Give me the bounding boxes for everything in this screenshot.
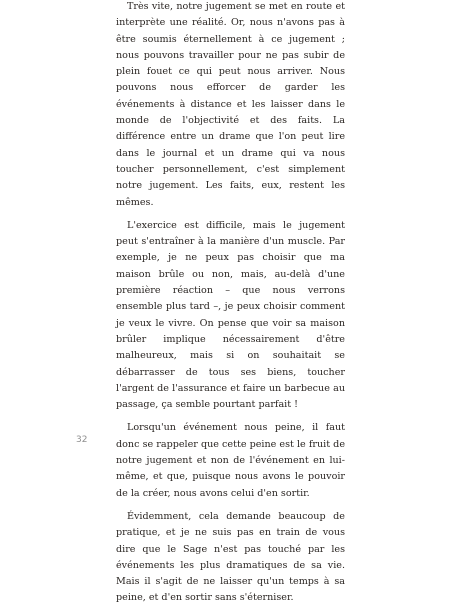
paragraph-3: Lorsqu'un événement nous peine, il faut donc se rappeler que cette peine est le fruit de notre jugement et non de l'événement en lui-même, et que, puisque nous avons le pouvoir de la créer, nous avons celui d'en sortir. [116, 422, 345, 499]
page-number: 32 [76, 435, 88, 445]
paragraph-1: Très vite, notre jugement se met en route et interprète une réalité. Or, nous n'avons pas à être soumis éternellement à ce jugement ; nous pouvons travailler pour ne pas subir de plein fouet ce qui peut nous arriver. Nous pouvons nous efforcer de garder les événements à distance et les laisser dans le monde de l'objectivité et des faits. La différence entre un drame que l'on peut lire dans le journal et un drame qui va nous toucher personnellement, c'est simplement notre jugement. Les faits, eux, restent les mêmes. [116, 1, 345, 208]
paragraph-4: Évidemment, cela demande beaucoup de pratique, et je ne suis pas en train de vous dire que le Sage n'est pas touché par les événements les plus dramatiques de sa vie. Mais il s'agit de ne laisser qu'un temps à sa peine, et d'en sortir sans s'éterniser. [116, 510, 345, 604]
paragraph-2: L'exercice est difficile, mais le jugement peut s'entraîner à la manière d'un muscle. Par exemple, je ne peux pas choisir que ma maison brûle ou non, mais, au-delà d'une première réaction – que nous verrons ensemble plus tard –, je peux choisir comment je veux le vivre. On pense que voir sa maison brûler implique nécessairement d'être malheureux, mais si on souhaitait se débarrasser de tous ses biens, toucher l'argent de l'assurance et faire un barbecue au passage, ça semble pourtant parfait ! [116, 219, 345, 411]
body-text [116, 0, 345, 607]
